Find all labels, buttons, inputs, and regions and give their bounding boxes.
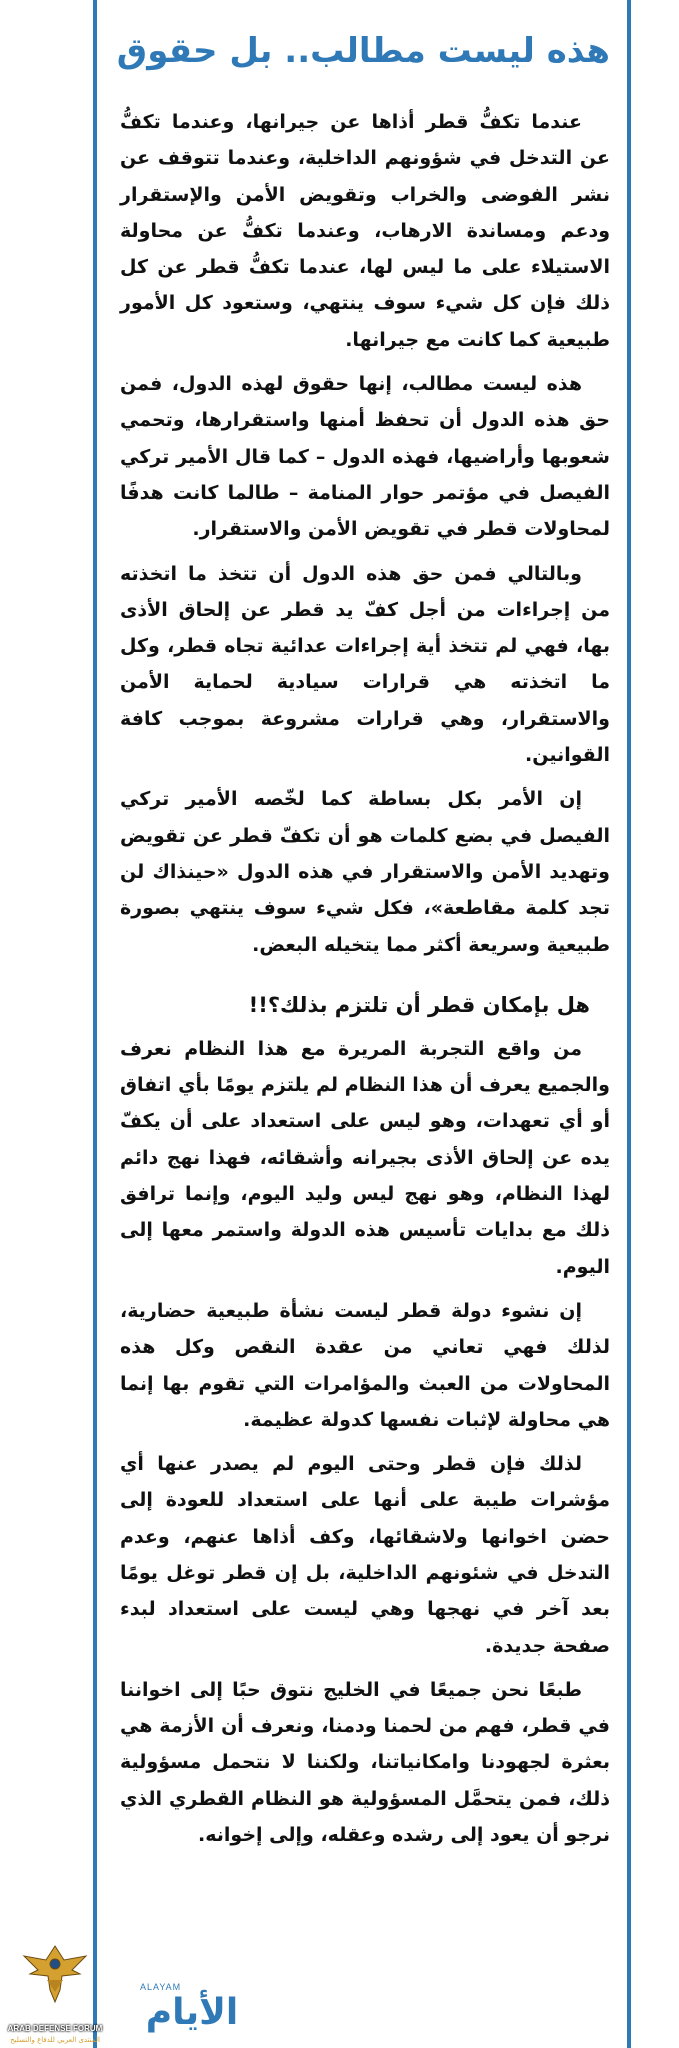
logo-arabic-text: الأيام (145, 1992, 239, 2033)
alayam-logo (132, 1982, 252, 2038)
article-paragraph: عندما تكفُّ قطر أذاها عن جيرانها، وعندما تكفُّ عن التدخل في شؤونهم الداخلية، وعندما تتوقف عن نشر الفوضى والخراب وتقويض الأمن والإستقرار ودعم ومساندة الارهاب، وعندما تكفُّ عن محاولة الاستيلاء على ما ليس لها، عندما تكفُّ قطر عن كل ذلك فإن كل شيء سوف ينتهي، وستعود كل الأمور طبيعية كما كانت مع جيرانها. (120, 111, 610, 351)
article-headline: هذه ليست مطالب.. بل حقوق (116, 31, 610, 71)
forum-watermark (0, 1940, 110, 2048)
eagle-emblem-icon (20, 1940, 90, 2006)
article-paragraph: هذه ليست مطالب، إنها حقوق لهذه الدول، فمن حق هذه الدول أن تحفظ أمنها واستقرارها، وتحمي شعوبها وأراضيها، فهذه الدول – كما قال الأمير تركي الفيصل في مؤتمر حوار المنامة – طالما كانت هدفًا لمحاولات قطر في تقويض الأمن والاستقرار. (120, 373, 610, 541)
column-border-left (93, 0, 97, 2048)
article-paragraph: من واقع التجربة المريرة مع هذا النظام نعرف والجميع يعرف أن هذا النظام لم يلتزم يومًا بأي اتفاق أو أي تعهدات، وهو ليس على استعداد على أن يكفّ يده عن إلحاق الأذى بجيرانه وأشقائه، فهذا نهج دائم لهذا النظام، وهو نهج ليس وليد اليوم، وإنما ترافق ذلك مع بدايات تأسيس هذه الدولة واستمر معها إلى اليوم. (120, 1037, 610, 1278)
article-paragraph: لذلك فإن قطر وحتى اليوم لم يصدر عنها أي مؤشرات طيبة على أنها على استعداد للعودة إلى حضن اخوانها ولاشقائها، وكف أذاها عنهم، وعدم التدخل في شئونهم الداخلية، بل إن قطر توغل يومًا بعد آخر في نهجها وهي ليست على استعداد لبدء صفحة جديدة. (120, 1453, 610, 1657)
article-subheading: هل بإمكان قطر أن تلتزم بذلك؟!! (248, 992, 590, 1017)
article-paragraph: طبعًا نحن جميعًا في الخليج نتوق حبًا إلى اخواننا في قطر، فهم من لحمنا ودمنا، ونعرف أن الأزمة هي بعثرة لجهودنا وامكانياتنا، ولكننا لا نتحمل مسؤولية ذلك، فمن يتحمَّل المسؤولية هو النظام القطري الذي نرجو أن يعود إلى رشده وعقله، وإلى إخوانه. (120, 1678, 610, 1847)
article-paragraph: إن الأمر بكل بساطة كما لخّصه الأمير تركي الفيصل في بضع كلمات هو أن تكفّ قطر عن تقويض وتهديد الأمن والاستقرار في هذه الدول «حينذاك لن تجد كلمة مقاطعة»، فكل شيء سوف ينتهي بصورة طبيعية وسريعة أكثر مما يتخيله البعض. (120, 788, 610, 956)
logo-latin-text: ALAYAM (140, 1982, 182, 1992)
watermark-english-text: ARAB DEFENSE FORUM (7, 2024, 103, 2033)
article-paragraph: إن نشوء دولة قطر ليست نشأة طبيعية حضارية، لذلك فهي تعاني من عقدة النقص وكل هذه المحاولات من العبث والمؤامرات التي تقوم بها إنما هي محاولة لإثبات نفسها كدولة عظيمة. (120, 1299, 610, 1431)
watermark-arabic-text: المنتدى العربي للدفاع والتسليح (10, 2036, 100, 2044)
article-body (120, 104, 610, 1857)
column-border-right (627, 0, 631, 2048)
article-paragraph: وبالتالي فمن حق هذه الدول أن تتخذ ما اتخذته من إجراءات من أجل كفّ يد قطر عن إلحاق الأذى بها، فهي لم تتخذ أية إجراءات عدائية تجاه قطر، وكل ما اتخذته هي قرارات سيادية لحماية الأمن والاستقرار، وهي قرارات مشروعة بموجب كافة القوانين. (120, 562, 610, 767)
